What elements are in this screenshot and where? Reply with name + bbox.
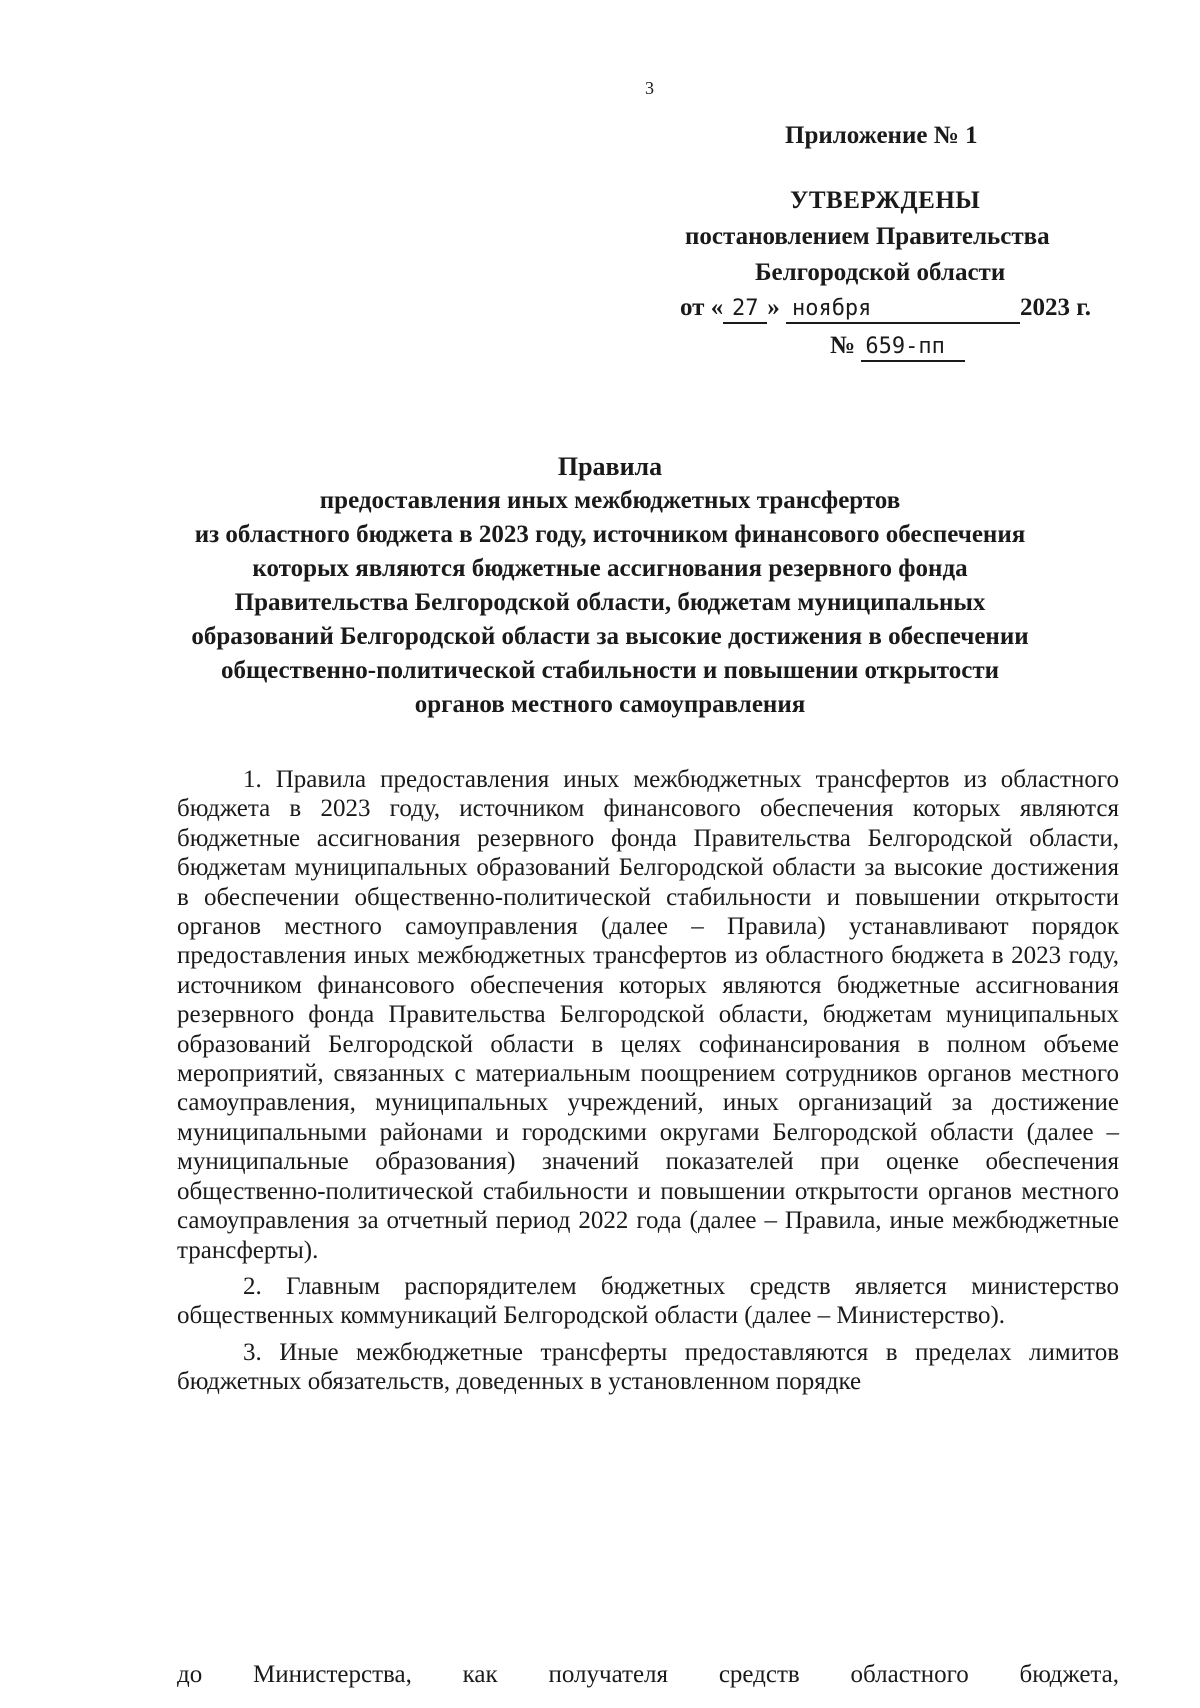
date-day: 27 (723, 296, 767, 324)
title-line: Правительства Белгородской области, бюджетам муниципальных (234, 589, 986, 616)
approval-date (680, 290, 1091, 326)
number-value: 659-пп (861, 334, 965, 362)
date-mid: » (767, 294, 780, 321)
title-line: из областного бюджета в 2023 году, источником финансового обеспечения (194, 521, 1026, 548)
word: до (177, 1661, 203, 1688)
date-month: ноября (786, 296, 1020, 324)
word: Министерства, (253, 1661, 412, 1688)
paragraph-2: 2. Главным распорядителем бюджетных средств является министерство общественных коммуникаций Белгородской области (далее – Министерство). (177, 1272, 1119, 1330)
word: областного (850, 1661, 969, 1688)
approved-label: УТВЕРЖДЕНЫ (790, 187, 981, 214)
word: средств (718, 1661, 800, 1688)
page-number: 3 (645, 78, 654, 98)
document-body (177, 765, 1119, 1397)
number-prefix: № (830, 332, 856, 359)
paragraph-3-continuation (177, 1660, 1119, 1690)
paragraph-3: 3. Иные межбюджетные трансферты предоставляются в пределах лимитов бюджетных обязательств, доведенных в установленном порядке (177, 1338, 1119, 1396)
word: бюджета, (1019, 1661, 1119, 1688)
date-prefix: от « (680, 294, 724, 321)
title-line: органов местного самоуправления (414, 691, 806, 718)
date-year: 2023 г. (1019, 294, 1091, 321)
title-line: образований Белгородской области за высокие достижения в обеспечении (191, 623, 1029, 650)
document-title (120, 450, 1100, 722)
title-heading: Правила (557, 452, 663, 481)
title-line: которых являются бюджетные ассигнования резервного фонда (252, 555, 968, 582)
approved-by-line: постановлением Правительства (685, 223, 1050, 250)
title-line: общественно-политической стабильности и повышении открытости (220, 657, 1000, 684)
word: получателя (548, 1661, 669, 1688)
approval-number (830, 328, 965, 364)
appendix-label: Приложение № 1 (785, 122, 978, 149)
title-line: предоставления иных межбюджетных трансфертов (319, 487, 901, 514)
approved-region-line: Белгородской области (755, 259, 1006, 286)
word: как (462, 1661, 498, 1688)
paragraph-1: 1. Правила предоставления иных межбюджетных трансфертов из областного бюджета в 2023 году, источником финансового обеспечения которых являются бюджетные ассигнования резервного фонда Правительства Белгородской области, бюджетам муниципальных образований Белгородской области за высокие достижения в обеспечении общественно-политической стабильности и повышении открытости органов местного самоуправления (далее – Правила) устанавливают порядок предоставления иных межбюджетных трансфертов из областного бюджета в 2023 году, источником финансового обеспечения которых являются бюджетные ассигнования резервного фонда Правительства Белгородской области, бюджетам муниципальных образований Белгородской области в целях софинансирования в полном объеме мероприятий, связанных с материальным поощрением сотрудников органов местного самоуправления, муниципальных учреждений, иных организаций за достижение муниципальными районами и городскими округами Белгородской области (далее – муниципальные образования) значений показателей при оценке обеспечения общественно-политической стабильности и повышении открытости органов местного самоуправления за отчетный период 2022 года (далее – Правила, иные межбюджетные трансферты). (177, 766, 1119, 1264)
